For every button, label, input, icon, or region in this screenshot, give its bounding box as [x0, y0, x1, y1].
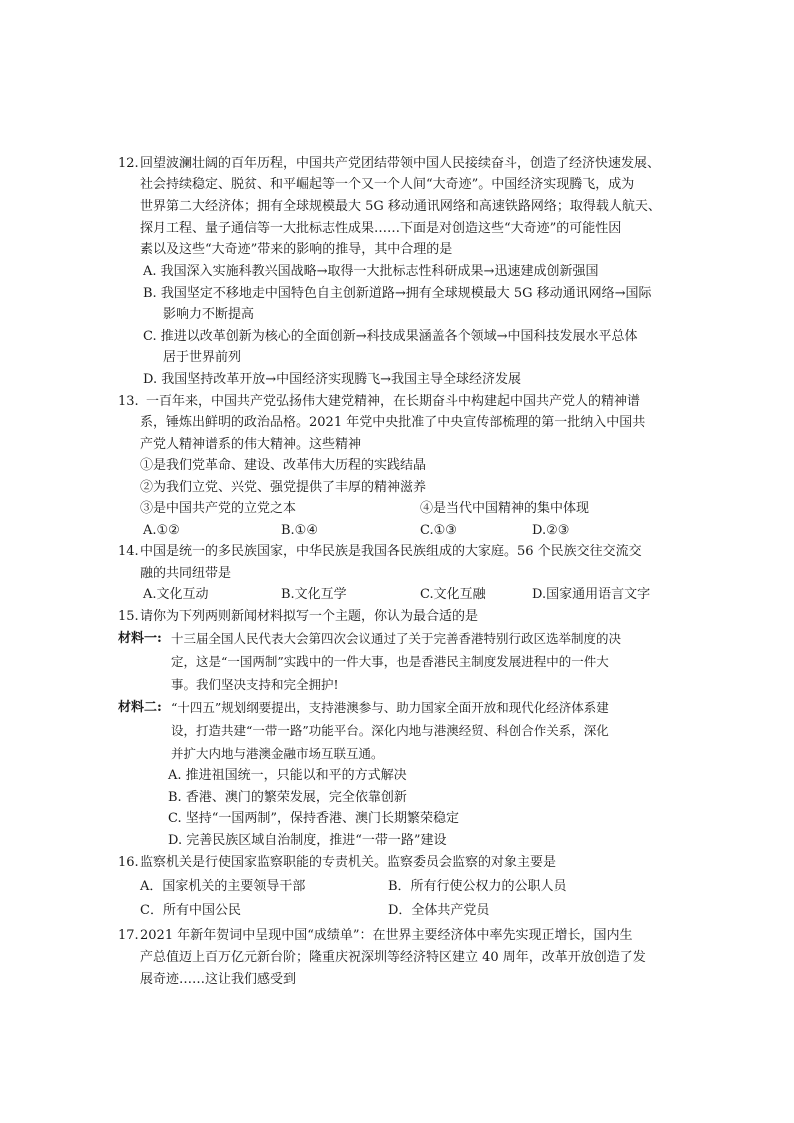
- question-12-option-b-cont: 影响力不断提高: [163, 307, 255, 322]
- question-17-number: 17.: [118, 928, 139, 943]
- material-1-label: 材料一:: [118, 631, 162, 646]
- question-16-option-c: C．所有中国公民: [140, 903, 241, 918]
- question-13-item-4: ④是当代中国精神的集中体现: [420, 501, 590, 516]
- question-12-option-a: A. 我国深入实施科教兴国战略→取得一大批标志性科研成果→迅速建成创新强国: [143, 264, 599, 279]
- question-12-number: 12.: [118, 156, 139, 171]
- question-15-option-c: C. 坚持“一国两制”，保持香港、澳门长期繁荣稳定: [168, 811, 460, 826]
- material-2-label: 材料二:: [118, 700, 162, 715]
- question-16-option-d: D．全体共产党员: [388, 903, 490, 918]
- question-14-option-c: C.文化互融: [420, 587, 486, 602]
- question-17-stem-line: 2021 年新年贺词中呈现中国“成绩单”：在世界主要经济体中率先实现正增长，国内生: [140, 928, 633, 943]
- question-16-number: 16.: [118, 855, 139, 870]
- question-12-stem-line: 素以及这些“大奇迹”带来的影响的推导，其中合理的是: [140, 242, 453, 257]
- question-12-option-c-cont: 居于世界前列: [163, 350, 242, 365]
- material-1-line: 事。我们坚决支持和完全拥护!: [171, 677, 339, 692]
- material-2-line: 设，打造共建“一带一路”功能平台。深化内地与港澳经贸、科创合作关系，深化: [171, 723, 609, 738]
- question-12-option-b: B. 我国坚定不移地走中国特色自主创新道路→拥有全球规模最大 5G 移动通讯网络→国际: [143, 286, 652, 301]
- material-2-line: 并扩大内地与港澳金融市场互联互通。: [171, 746, 384, 761]
- question-14-option-d: D.国家通用语言文字: [532, 587, 651, 602]
- material-1-line: 十三届全国人民代表大会第四次会议通过了关于完善香港特别行政区选举制度的决: [171, 631, 622, 646]
- question-13-item-2: ②为我们立党、兴党、强党提供了丰厚的精神滋养: [140, 480, 427, 495]
- question-14-number: 14.: [118, 544, 139, 559]
- question-17-stem-line: 展奇迹……这让我们感受到: [140, 972, 297, 987]
- question-13-item-3: ③是中国共产党的立党之本: [140, 501, 297, 516]
- question-14-option-a: A.文化互动: [143, 587, 209, 602]
- question-15-number: 15.: [118, 609, 139, 624]
- question-15-option-d: D. 完善民族区域自治制度，推进“一带一路”建设: [168, 833, 447, 848]
- question-12-stem-line: 世界第二大经济体；拥有全球规模最大 5G 移动通讯网络和高速铁路网络；取得载人航天、: [140, 199, 661, 214]
- question-15-option-a: A. 推进祖国统一，只能以和平的方式解决: [168, 768, 407, 783]
- question-13-option-a: A.①②: [143, 523, 180, 538]
- question-14-stem-line: 融的共同纽带是: [140, 566, 232, 581]
- question-13-option-b: B.①④: [281, 523, 318, 538]
- question-12-option-d: D. 我国坚持改革开放→中国经济实现腾飞→我国主导全球经济发展: [143, 372, 522, 387]
- question-13-stem-line: 一百年来，中国共产党弘扬伟大建党精神，在长期奋斗中构建起中国共产党人的精神谱: [146, 394, 641, 409]
- question-13-option-d: D.②③: [532, 523, 570, 538]
- question-16-stem: 监察机关是行使国家监察职能的专责机关。监察委员会监察的对象主要是: [140, 855, 557, 870]
- question-13-stem-line: 系，锤炼出鲜明的政治品格。2021 年党中央批准了中央宣传部梳理的第一批纳入中国共: [140, 415, 646, 430]
- question-14-option-b: B.文化互学: [281, 587, 347, 602]
- question-15-stem: 请你为下列两则新闻材料拟写一个主题，你认为最合适的是: [140, 609, 479, 624]
- question-12-stem-line: 社会持续稳定、脱贫、和平崛起等一个又一个人间“大奇迹”。中国经济实现腾飞，成为: [140, 177, 635, 192]
- question-17-stem-line: 产总值迈上百万亿元新台阶；隆重庆祝深圳等经济特区建立 40 周年，改革开放创造了发: [140, 950, 646, 965]
- material-2-line: “十四五”规划纲要提出，支持港澳参与、助力国家全面开放和现代化经济体系建: [171, 700, 609, 715]
- material-1-line: 定，这是“一国两制”实践中的一件大事，也是香港民主制度发展进程中的一件大: [171, 654, 609, 669]
- question-16-option-a: A．国家机关的主要领导干部: [140, 879, 306, 894]
- question-14-stem-line: 中国是统一的多民族国家，中华民族是我国各民族组成的大家庭。56 个民族交往交流交: [140, 544, 642, 559]
- question-13-stem-line: 产党人精神谱系的伟大精神。这些精神: [140, 437, 362, 452]
- question-13-number: 13.: [118, 394, 139, 409]
- question-16-option-b: B．所有行使公权力的公职人员: [388, 879, 567, 894]
- question-12-stem-line: 探月工程、量子通信等一大批标志性成果……下面是对创造这些“大奇迹”的可能性因: [140, 221, 622, 236]
- question-13-option-c: C.①③: [420, 523, 457, 538]
- question-12-option-c: C. 推进以改革创新为核心的全面创新→科技成果涵盖各个领域→中国科技发展水平总体: [143, 329, 638, 344]
- question-15-option-b: B. 香港、澳门的繁荣发展，完全依靠创新: [168, 790, 407, 805]
- question-13-item-1: ①是我们党革命、建设、改革伟大历程的实践结晶: [140, 458, 427, 473]
- question-12-stem-line: 回望波澜壮阔的百年历程，中国共产党团结带领中国人民接续奋斗，创造了经济快速发展、: [140, 156, 661, 171]
